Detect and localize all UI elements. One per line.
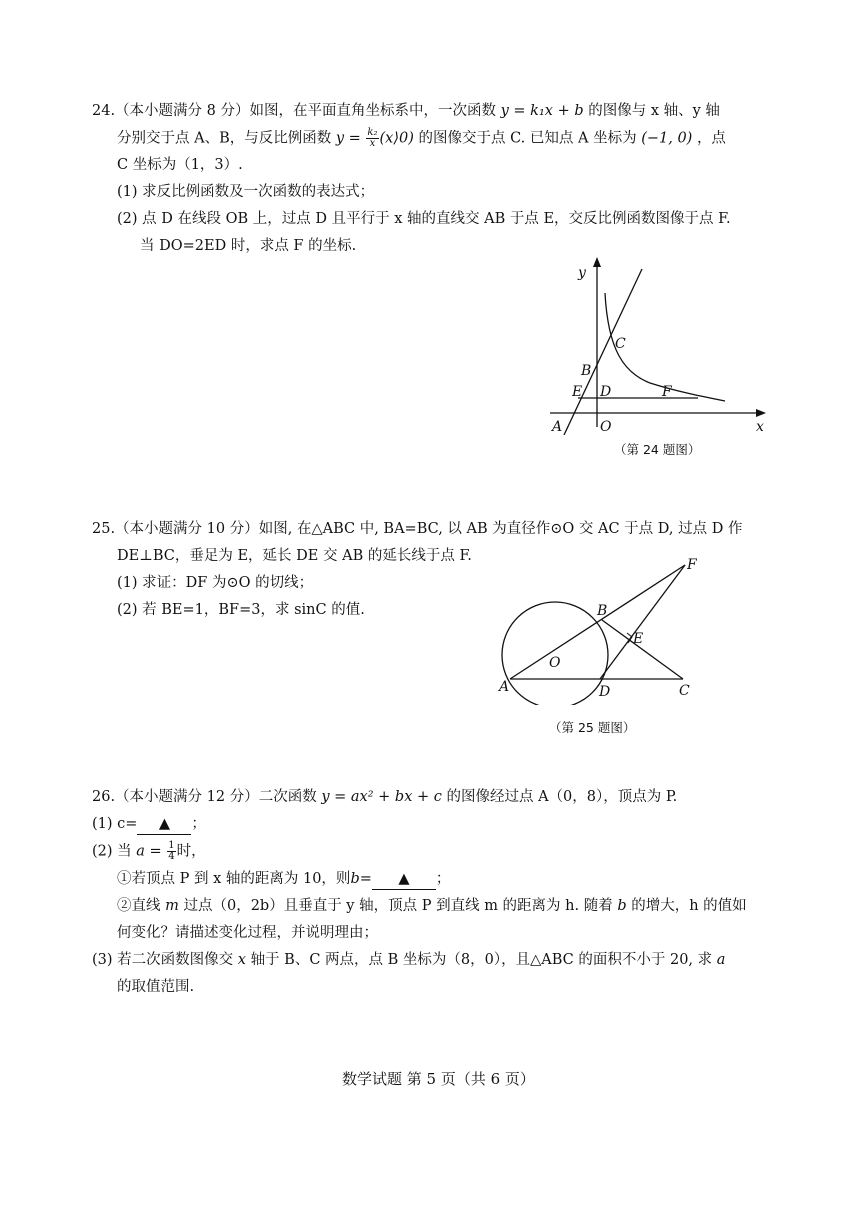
q24-text: 分别交于点 A、B，与反比例函数 <box>117 130 332 147</box>
label-d: D <box>599 684 611 700</box>
label-c: C <box>615 336 626 352</box>
q25-caption: （第 25 题图） <box>549 720 636 735</box>
y-axis-arrow <box>593 257 601 267</box>
q24-caption: （第 24 题图） <box>614 442 701 457</box>
q25-line1: 25.（本小题满分 10 分）如图, 在△ABC 中, BA=BC, 以 AB 为直径作⊙O 交 AC 于点 D, 过点 D 作 <box>92 521 743 537</box>
q24-coord-a: (−1, 0) <box>641 130 693 147</box>
page-footer: 数学试题 第 5 页（共 6 页） <box>342 1070 535 1088</box>
label-a: A <box>552 419 563 435</box>
q26-p3-a: a <box>716 952 726 968</box>
q26-p3-text: 轴于 B、C 两点，点 B 坐标为（8，0），且△ABC 的面积不小于 20, 求 <box>250 952 713 968</box>
q25-part2: (2) 若 BE=1，BF=3，求 sinC 的值. <box>117 602 365 618</box>
q26-p3-x: x <box>237 952 246 968</box>
answer-blank-b: ▲ <box>372 869 436 890</box>
q26-part2-ii <box>117 896 747 916</box>
label-e: E <box>572 384 583 400</box>
q26-p2-label: (2) 当 <box>92 843 132 860</box>
q26-p1-label: (1) c= <box>92 816 138 832</box>
q26-p2-end: 时， <box>176 843 206 860</box>
q24-line1 <box>92 101 720 121</box>
q26-p2i-end: ； <box>435 871 451 887</box>
line-ab <box>564 269 642 435</box>
q26-p3-text: (3) 若二次函数图像交 <box>92 952 234 968</box>
line-df <box>600 565 685 679</box>
label-o: O <box>549 655 561 671</box>
q26-part1 <box>92 814 206 835</box>
q24-part2-cont: 当 DO=2ED 时，求点 F 的坐标. <box>140 238 357 254</box>
q24-inverse-eq: y = <box>335 130 361 147</box>
q24-condition: (x⟩0) <box>379 130 414 147</box>
label-c: C <box>679 683 690 699</box>
q25-line2: DE⊥BC，垂足为 E，延长 DE 交 AB 的延长线于点 F. <box>117 548 472 564</box>
q26-p2ii-text: ②直线 <box>117 898 161 914</box>
q26-p2ii-text: 的增大，h 的值如 <box>631 898 747 914</box>
line-bc <box>602 620 683 679</box>
q24-part1: (1) 求反比例函数及一次函数的表达式； <box>117 184 375 200</box>
q25-part1: (1) 求证：DF 为⊙O 的切线； <box>117 575 314 591</box>
q24-line3: C 坐标为（1，3）. <box>117 157 243 173</box>
q24-figure <box>540 255 780 435</box>
q24-text: 24.（本小题满分 8 分）如图，在平面直角坐标系中，一次函数 <box>92 103 497 119</box>
q26-part2-ii-cont: 何变化？请描述变化过程，并说明理由； <box>117 925 378 941</box>
q26-part3-cont: 的取值范围. <box>117 979 195 995</box>
q26-line1 <box>92 787 677 807</box>
label-x: x <box>756 419 764 435</box>
label-f: F <box>687 557 697 573</box>
q26-p2ii-m: m <box>165 898 179 914</box>
label-d: D <box>600 384 612 400</box>
q24-text: 的图像交于点 C. 已知点 A 坐标为 <box>418 130 637 147</box>
q26-text: 的图像经过点 A（0，8），顶点为 P. <box>446 789 678 805</box>
q26-p2ii-text: 过点（0，2b）且垂直于 y 轴，顶点 P 到直线 m 的距离为 h. 随着 <box>183 898 613 914</box>
q24-text: 的图像与 x 轴、y 轴 <box>588 103 720 119</box>
q26-part3 <box>92 950 725 970</box>
label-a: A <box>499 679 510 695</box>
q26-fraction: $\frac{1}{4}$ <box>168 840 175 862</box>
q26-p2i-text: ①若顶点 P 到 x 轴的距离为 10，则 <box>117 871 351 887</box>
q26-quadratic-eq: y = ax² + bx + c <box>321 789 442 805</box>
q26-p1-end: ； <box>191 816 206 832</box>
q24-part2: (2) 点 D 在线段 OB 上，过点 D 且平行于 x 轴的直线交 AB 于点 E，交反比例函数图像于点 F. <box>117 211 731 227</box>
label-o: O <box>600 419 612 435</box>
q26-p2i-eq: = <box>359 871 372 887</box>
label-b: B <box>581 363 592 379</box>
q26-part2-i <box>117 869 450 890</box>
answer-blank-c: ▲ <box>137 814 191 835</box>
q24-line2 <box>117 128 726 149</box>
q26-p2i-var: b <box>350 871 360 887</box>
q24-fraction: $\frac{\text{k₂}}{x}$ <box>367 127 378 149</box>
label-b: B <box>597 603 608 619</box>
circle-o <box>502 602 611 705</box>
q26-p2ii-var: b <box>617 898 627 914</box>
label-f: F <box>662 384 672 400</box>
q26-p2-eq: a = <box>136 843 162 860</box>
label-e: E <box>633 631 644 647</box>
q24-linear-eq: y = k₁x + b <box>500 103 584 119</box>
q26-text: 26.（本小题满分 12 分）二次函数 <box>92 789 317 805</box>
q24-text: ，点 <box>696 130 726 147</box>
q25-figure <box>495 555 715 705</box>
label-y: y <box>578 265 586 281</box>
x-axis-arrow <box>756 409 766 417</box>
q26-part2 <box>92 841 206 862</box>
